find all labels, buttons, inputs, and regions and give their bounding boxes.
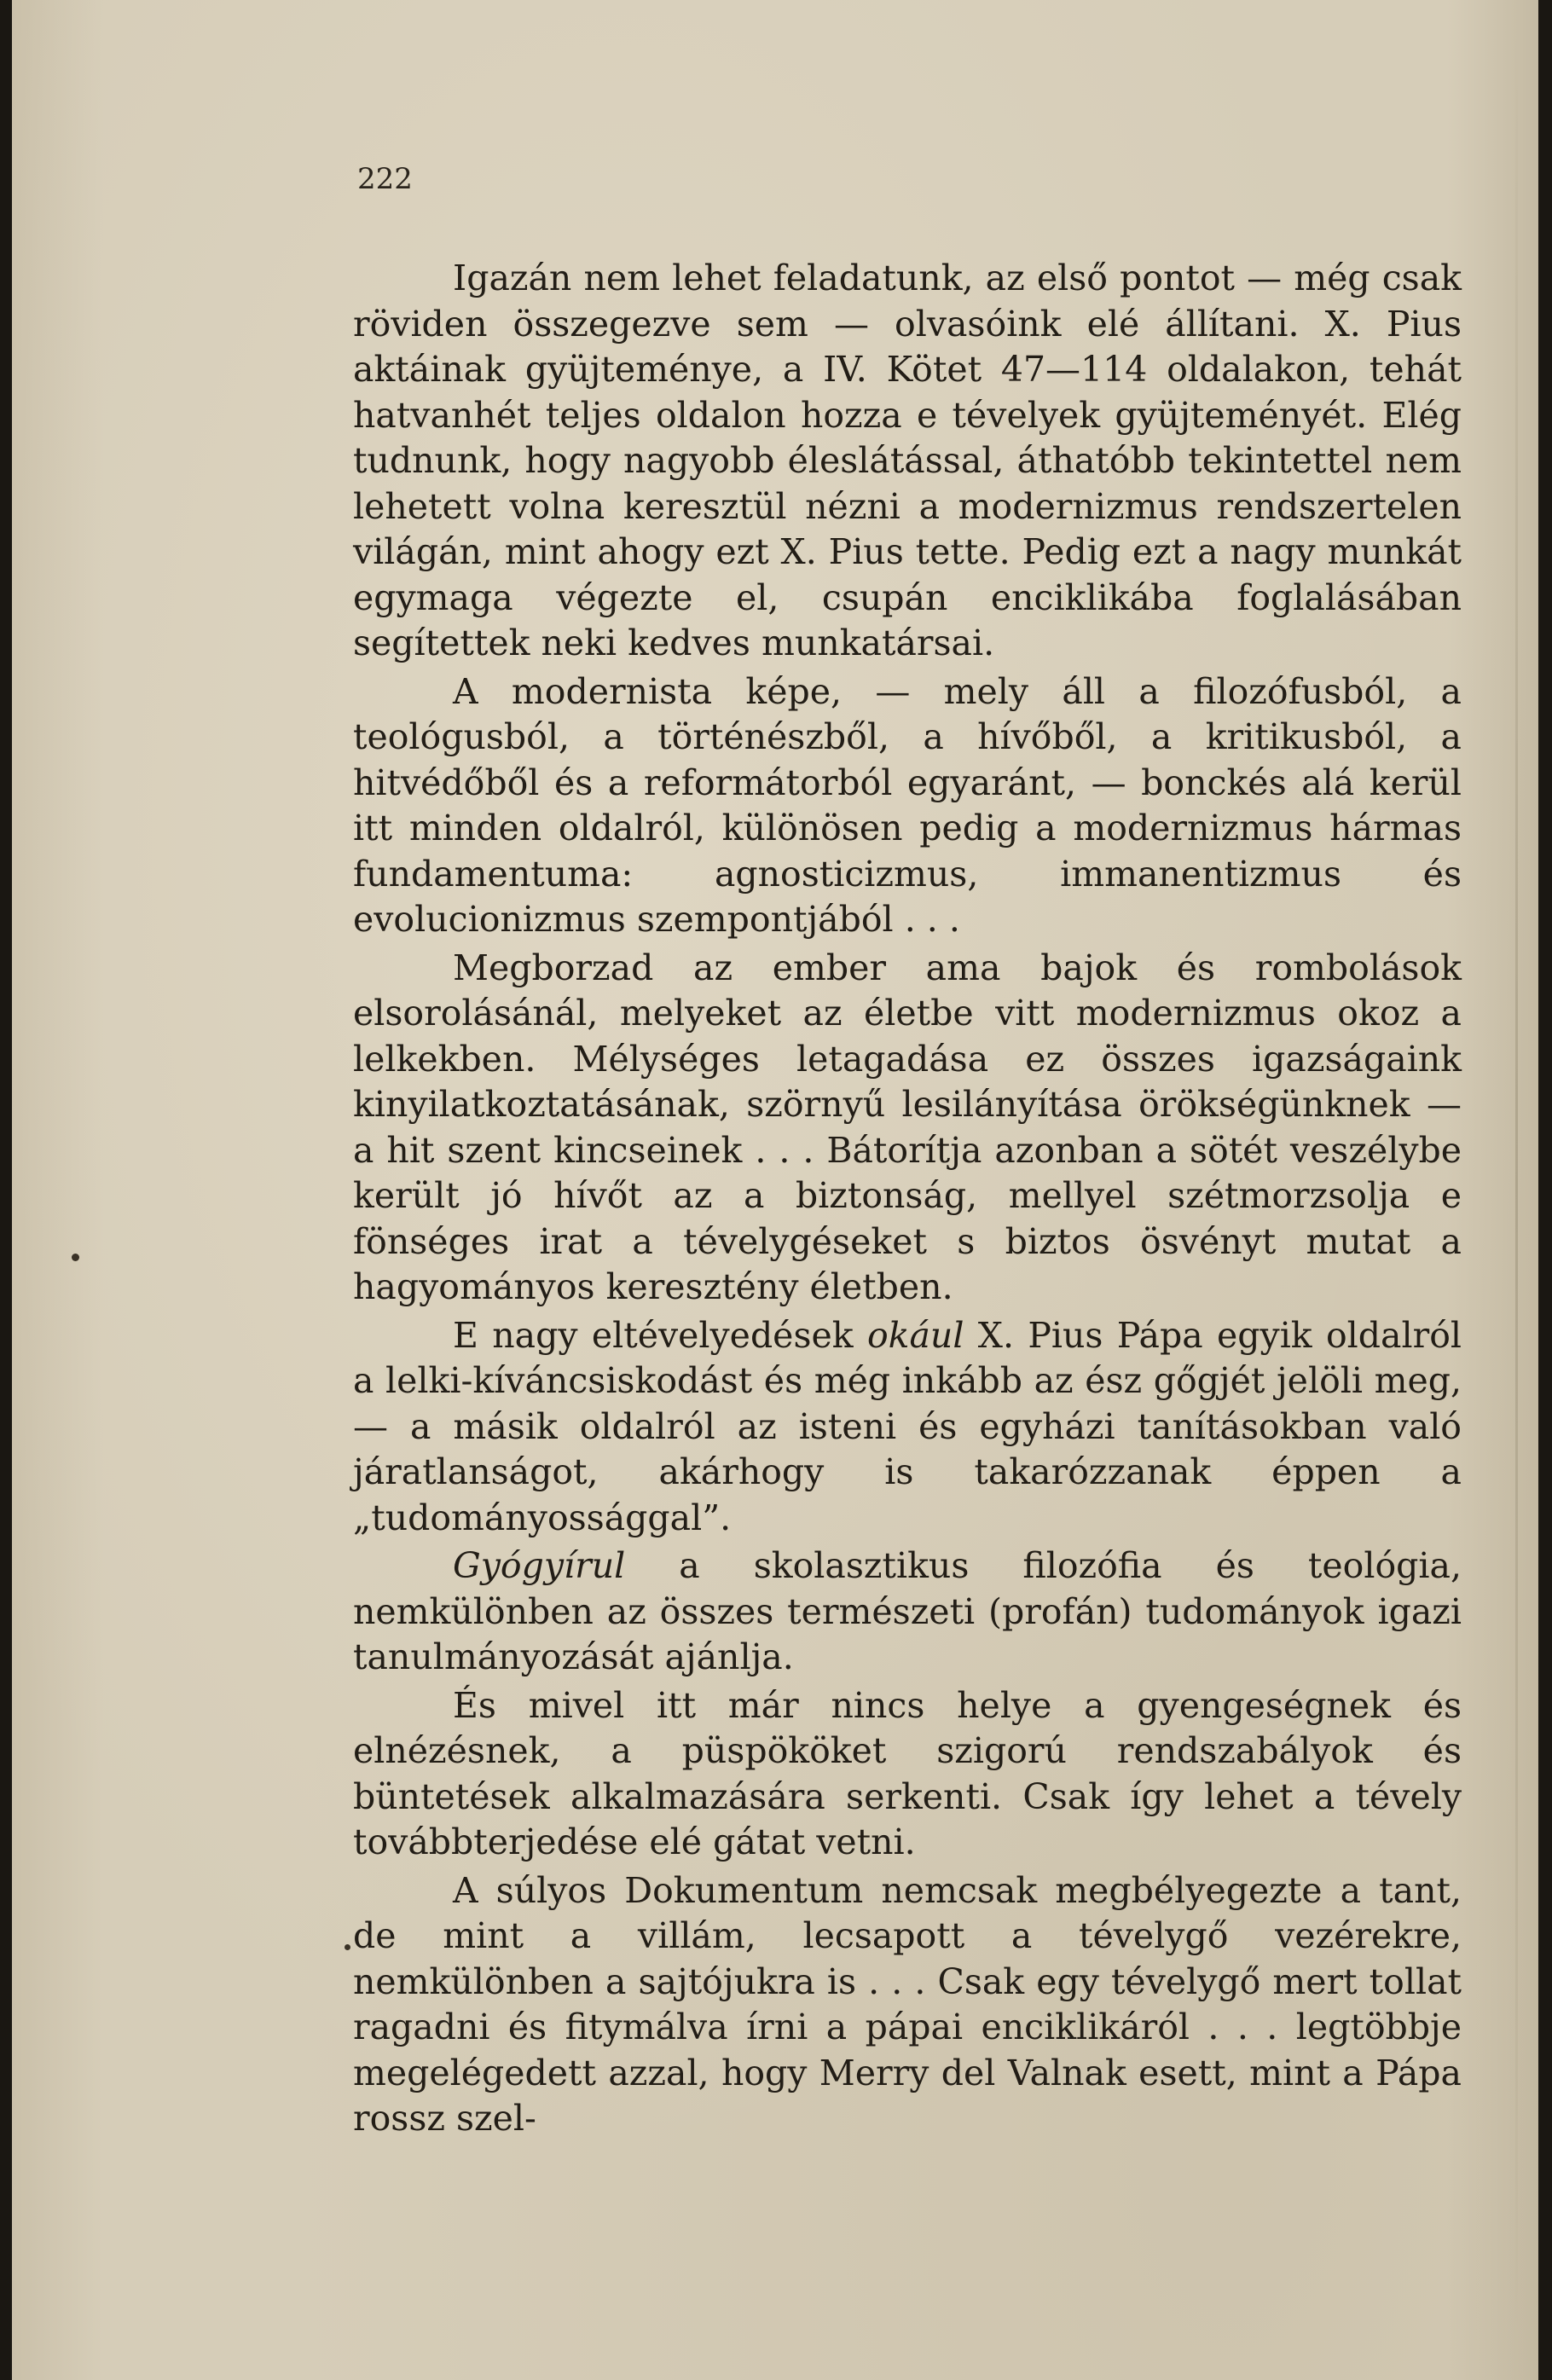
page-number: 222	[357, 162, 413, 196]
paragraph-4: E nagy eltévelyedések okául X. Pius Pápa egyik oldalról a lelki-kíváncsiskodást és még inkább az ész gőgjét jelöli meg, — a másik oldalról az isteni és egyházi tanításokban való járatlanságot, akárhogy is takarózzanak éppen a „tudományossággal”.	[353, 1314, 1462, 1538]
ink-speck	[72, 1254, 79, 1261]
paragraph-1: Igazán nem lehet feladatunk, az első pontot — még csak röviden összegezve sem — olvasóink elé állítani. X. Pius aktáinak gyüjteménye, a IV. Kötet 47—114 oldalakon, tehát hatvanhét teljes oldalon hozza e tévelyek gyüjteményét. Elég tudnunk, hogy nagyobb éleslátással, áthatóbb tekintettel nem lehetett volna keresztül nézni a modernizmus rendszertelen világán, mint ahogy ezt X. Pius tette. Pedig ezt a nagy munkát egymaga végezte el, csupán enciklikába foglalásában segítettek neki kedves munkatársai.	[353, 258, 1462, 663]
emphasis: Gyógyírul	[453, 1545, 626, 1586]
page-edge-shadow	[1515, 34, 1518, 2337]
paragraph-5: Gyógyírul a skolasztikus filozófia és teológia, nemkülönben az összes természeti (profán) tudományok igazi tanulmányozását ajánlja.	[353, 1545, 1462, 1677]
paragraph-7: A súlyos Dokumentum nemcsak megbélyegezte a tant, de mint a villám, lecsapott a tévelygő vezérekre, nemkülönben a sajtójukra is . . . Csak egy tévelygő mert tollat ragadni és fitymálva írni a pápai enciklikáról . . . legtöbbje megelégedett azzal, hogy Merry del Valnak esett, mint a Pápa rossz szel-	[353, 1869, 1462, 2139]
paragraph-6: És mivel itt már nincs helye a gyengeségnek és elnézésnek, a püspököket szigorú rendszabályok és büntetések alkalmazására serkenti. Csak így lehet a tévely továbbterjedése elé gátat vetni.	[353, 1684, 1462, 1862]
paragraph-2: A modernista képe, — mely áll a filozófusból, a teológusból, a történészből, a hívőből, a kritikusból, a hitvédőből és a reformátorból egyaránt, — bonckés alá kerül itt minden oldalról, különösen pedig a modernizmus hármas fundamentuma: agnosticizmus, immanentizmus és evolucionizmus szempontjából . . .	[353, 670, 1462, 940]
book-page	[12, 0, 1538, 2380]
body-text	[353, 256, 1462, 2142]
emphasis: okául	[866, 1314, 964, 1356]
paragraph-3: Megborzad az ember ama bajok és rombolások elsorolásánál, melyeket az életbe vitt modernizmus okoz a lelkekben. Mélységes letagadása ez összes igazságaink kinyilatkoztatásának, szörnyű lesilányítása örökségünknek — a hit szent kincseinek . . . Bátorítja azonban a sötét veszélybe került jó hívőt az a biztonság, mellyel szétmorzsolja e fönséges irat a tévelygéseket s biztos ösvényt mutat a hagyományos keresztény életben.	[353, 947, 1462, 1307]
ink-speck	[345, 1944, 350, 1950]
